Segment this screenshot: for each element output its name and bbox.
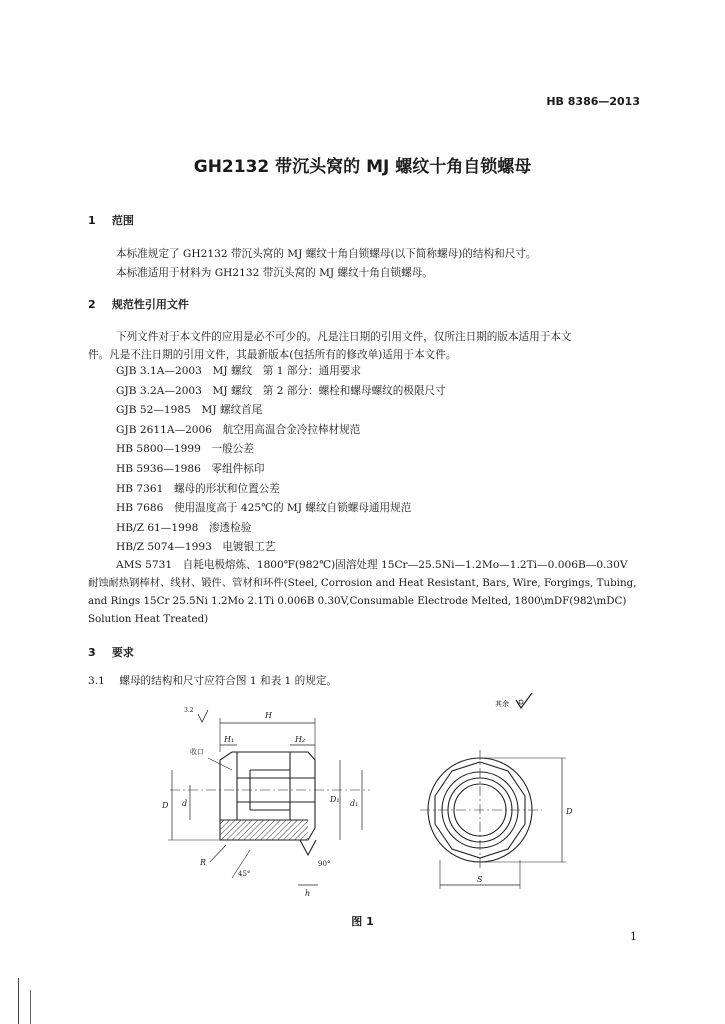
reference-item: HB 7361 螺母的形状和位置公差: [116, 482, 280, 495]
binding-line: [30, 990, 31, 1024]
paragraph: 下列文件对于本文件的应用是必不可少的。凡是注日期的引用文件，仅所注日期的版本适用于本文: [116, 331, 572, 343]
ams-reference-line: Solution Heat Treated): [88, 613, 209, 625]
section-number: 1: [88, 214, 96, 227]
roughness-rest-label: 其余: [495, 700, 509, 708]
reference-item: GJB 3.1A—2003 MJ 螺纹 第 1 部分：通用要求: [116, 365, 361, 377]
page-number: 1: [630, 930, 637, 943]
dim-h-label: h: [305, 889, 311, 898]
dim-d1-label: d₁: [350, 799, 359, 808]
section-number: 3: [88, 646, 96, 659]
end-view: [420, 750, 566, 889]
dim-D1-label: D₁: [330, 795, 340, 804]
ams-reference-line: and Rings 15Cr 25.5Ni 1.2Mo 2.1Ti 0.006B 0.30V,Consumable Electrode Melted, 1800\mDF(982\mDC): [88, 595, 627, 607]
dim-H1-label: H₁: [224, 735, 235, 744]
section-2-heading: [88, 296, 189, 312]
figure-1-drawing: [150, 690, 590, 900]
subclause-3-1: [88, 672, 337, 690]
figure-caption: 图 1: [351, 915, 374, 928]
paragraph: 件。凡是不注日期的引用文件，其最新版本(包括所有的修改单)适用于本文件。: [88, 349, 457, 361]
dim-d-label: d: [182, 799, 188, 808]
reference-item: GJB 2611A—2006 航空用高温合金冷拉棒材规范: [116, 423, 361, 436]
reference-item: HB 5936—1986 零组件标印: [116, 462, 265, 475]
angle-90-label: 90°: [318, 860, 331, 868]
section-3-heading: [88, 644, 134, 660]
section-number: 2: [88, 298, 96, 311]
roughness-value-label: 3.2: [184, 707, 194, 714]
dim-D-label: D: [162, 801, 169, 810]
binding-line: [18, 978, 19, 1024]
ams-reference-line: AMS 5731 自耗电极熔炼、1800℉(982℃)固溶处理 15Cr—25.5Ni—1.2Mo—1.2Ti—0.006B—0.30V: [116, 559, 628, 571]
subclause-text: 螺母的结构和尺寸应符合图 1 和表 1 的规定。: [119, 675, 338, 687]
radius-R-label: R: [200, 858, 207, 867]
reference-item: HB/Z 61—1998 渗透检验: [116, 521, 252, 534]
reference-item: HB/Z 5074—1993 电镀银工艺: [116, 541, 276, 554]
section-title: 范围: [111, 214, 134, 227]
paragraph: 本标准规定了 GH2132 带沉头窝的 MJ 螺纹十角自锁螺母(以下简称螺母)的结构和尺寸。: [116, 248, 537, 260]
dim-D-end-label: D: [566, 807, 573, 816]
paragraph: 本标准适用于材料为 GH2132 带沉头窝的 MJ 螺纹十角自锁螺母。: [116, 267, 433, 279]
section-title: 规范性引用文件: [111, 298, 189, 311]
shoukou-label: 收口: [190, 748, 204, 756]
reference-list: [116, 362, 446, 558]
reference-item: HB 7686 使用温度高于 425℃的 MJ 螺纹自锁螺母通用规范: [116, 502, 412, 515]
reference-item: HB 5800—1999 一般公差: [116, 443, 254, 456]
reference-item: GJB 3.2A—2003 MJ 螺纹 第 2 部分：螺栓和螺母螺纹的极限尺寸: [116, 384, 446, 397]
document-title: GH2132 带沉头窝的 MJ 螺纹十角自锁螺母: [193, 157, 532, 177]
roughness-symbol: [495, 693, 532, 708]
section-1-heading: [88, 212, 134, 228]
standard-number: HB 8386—2013: [546, 95, 640, 108]
section-title: 要求: [111, 646, 134, 659]
angle-45-label: 45°: [238, 870, 251, 878]
reference-item: GJB 52—1985 MJ 螺纹首尾: [116, 404, 263, 417]
dim-H-label: H: [265, 711, 272, 720]
ams-reference-line: 耐蚀耐热钢棒材、线材、锻件、管材和环件(Steel, Corrosion and Heat Resistant, Bars, Wire, Forgings, Tubing,: [88, 577, 637, 589]
dim-H2-label: H₂: [295, 735, 306, 744]
side-view: [168, 710, 370, 885]
subclause-number: 3.1: [88, 675, 105, 687]
dim-S-label: S: [477, 875, 483, 884]
